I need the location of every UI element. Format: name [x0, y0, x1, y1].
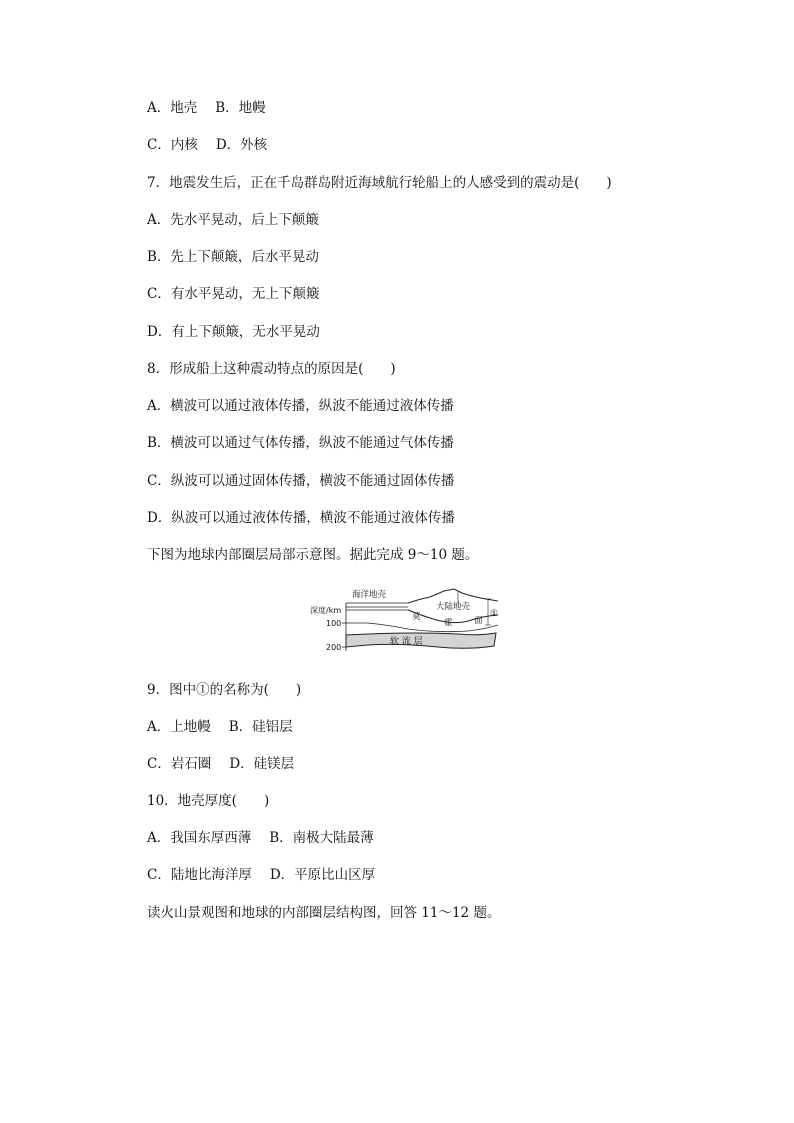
continent-crust-label: 大陆地壳 [436, 602, 471, 612]
q8-option-c: C．纵波可以通过固体传播，横波不能通过固体传播 [147, 473, 455, 489]
marker-label: ① [490, 609, 498, 619]
q7-option-b: B．先上下颠簸，后水平晃动 [147, 249, 319, 265]
q9-options-row-2 [147, 755, 294, 773]
q7-option-c: C．有水平晃动，无上下颠簸 [147, 286, 320, 302]
q10-stem: 10．地壳厚度( ) [147, 793, 270, 809]
q10-options-row-1 [147, 829, 374, 847]
q8-option-a: A．横波可以通过液体传播，纵波不能通过液体传播 [147, 398, 454, 414]
q7-option-a: A．先水平晃动，后上下颠簸 [147, 212, 319, 228]
q9-option-d: D．硅镁层 [229, 756, 295, 772]
q6-option-c: C．内核 [147, 137, 198, 153]
q10-option-c: C．陆地比海洋厚 [147, 867, 252, 883]
q8-stem: 8．形成船上这种震动特点的原因是( ) [147, 361, 396, 377]
moho-char-2: 霍 [444, 618, 453, 628]
q6-option-b: B．地幔 [215, 100, 266, 116]
q10-options-row-2 [147, 866, 375, 884]
q9-option-b: B．硅铝层 [228, 719, 293, 735]
asthenosphere-label: 软 流 层 [390, 637, 423, 647]
q6-option-a: A．地壳 [147, 100, 198, 116]
q8-option-b: B．横波可以通过气体传播，纵波不能通过气体传播 [147, 435, 454, 451]
moho-char-1: 莫 [412, 612, 421, 622]
continent-surface [408, 589, 498, 603]
q8-option-d: D．纵波可以通过液体传播，横波不能通过液体传播 [147, 510, 455, 526]
intro-9-10: 下图为地球内部圈层局部示意图。据此完成 9～10 题。 [147, 547, 479, 563]
q9-stem: 9．图中①的名称为( ) [147, 682, 302, 698]
tick-100-label: 100 [326, 619, 342, 628]
q6-options-row-1 [147, 99, 266, 117]
q9-option-a: A．上地幔 [147, 719, 211, 735]
q10-option-d: D．平原比山区厚 [269, 867, 376, 883]
q7-stem: 7．地震发生后，正在千岛群岛附近海域航行轮船上的人感受到的震动是( ) [147, 175, 612, 191]
tick-200-label: 200 [326, 643, 342, 652]
q6-options-row-2 [147, 136, 267, 154]
moho-char-3: 面 [474, 616, 483, 626]
q9-option-c: C．岩石圈 [147, 756, 212, 772]
q9-options-row-1 [147, 718, 293, 736]
q6-option-d: D．外核 [215, 137, 268, 153]
intro-11-12: 读火山景观图和地球的内部圈层结构图，回答 11～12 题。 [147, 905, 501, 921]
earth-layers-diagram [308, 585, 498, 657]
earth-layers-figure [308, 585, 498, 657]
q10-option-a: A．我国东厚西薄 [147, 830, 252, 846]
q10-option-b: B．南极大陆最薄 [269, 830, 374, 846]
ocean-crust-label: 海洋地壳 [352, 590, 387, 600]
q7-option-d: D．有上下颠簸，无水平晃动 [147, 324, 320, 340]
depth-label: 深度/km [310, 606, 342, 615]
